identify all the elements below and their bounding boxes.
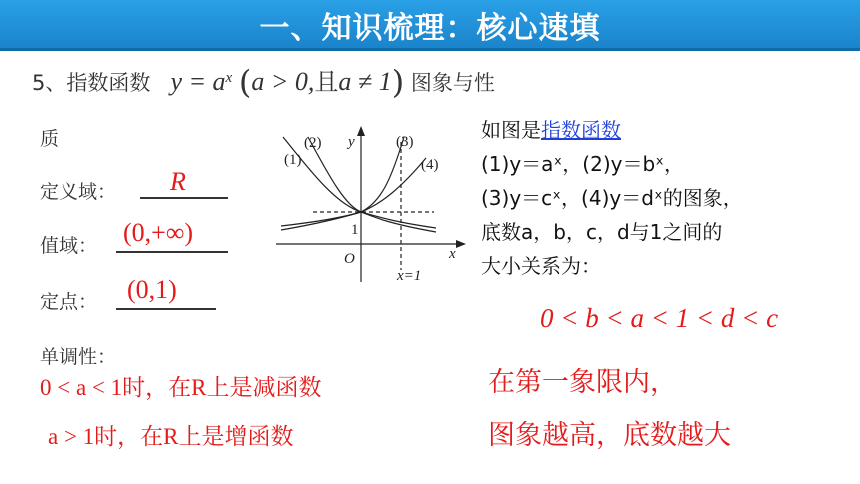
fixed-point-label: 定点： (40, 291, 98, 313)
fixed-point-blank (116, 308, 216, 310)
monotonic-case-2: a > 1时，在R上是增函数 (48, 424, 294, 449)
monotonic-case-1: 0 < a < 1时，在R上是减函数 (40, 375, 322, 400)
formula-cond-a: a > 0, (251, 67, 315, 96)
question-line-2: (1)y＝aˣ，(2)y＝bˣ， (481, 152, 685, 176)
formula-cond-b: 且 (314, 68, 339, 96)
heading-prefix: 5、指数函数 (32, 71, 151, 95)
curve-label-4: (4) (421, 157, 439, 173)
section-heading: 5、指数函数 $y = a^x$ (a > 0,且a ≠ 1) 图象与性 (32, 63, 495, 101)
formula-cond-c: a ≠ 1 (338, 67, 392, 96)
curve-2 (308, 137, 436, 232)
question-line-5: 大小关系为： (481, 254, 601, 278)
curve-label-2: (2) (304, 135, 322, 151)
formula-func: y = a (170, 67, 226, 96)
curve-label-3: (3) (396, 134, 414, 150)
range-label: 值域： (40, 235, 98, 257)
origin-label: O (344, 251, 355, 267)
exponential-function-link[interactable]: 指数函数 (541, 118, 621, 142)
answer-note-2: 图象越高，底数越大 (488, 420, 731, 451)
range-value: (0,+∞) (123, 218, 194, 247)
monotonic-label: 单调性： (40, 346, 117, 368)
range-blank (116, 251, 228, 253)
heading-suffix: 图象与性 (410, 71, 495, 95)
banner-title: 一、知识梳理：核心速填 (259, 11, 601, 46)
one-label: 1 (351, 222, 359, 238)
x-axis-arrow (456, 240, 466, 248)
x-equals-1-label: x=1 (397, 268, 422, 284)
fixed-point-value: (0,1) (127, 275, 177, 304)
curve-label-1: (1) (284, 152, 302, 168)
domain-blank (140, 197, 228, 199)
domain-value: R (170, 167, 186, 196)
title-banner (0, 0, 860, 51)
question-line-1 (481, 113, 621, 147)
formula-exp: x (225, 70, 233, 86)
x-axis-label: x (449, 246, 456, 262)
exponential-graph (276, 120, 468, 285)
heading-suffix-2: 质 (40, 128, 60, 150)
question-line-1-prefix: 如图是 (481, 118, 541, 142)
y-axis-arrow (357, 126, 365, 136)
question-line-4: 底数a，b，c，d与1之间的 (481, 220, 723, 244)
answer-relation: 0 < b < a < 1 < d < c (540, 303, 779, 333)
y-axis-label: y (348, 134, 355, 150)
answer-note-1: 在第一象限内， (488, 367, 677, 398)
domain-label: 定义域： (40, 181, 117, 203)
question-line-3: (3)y＝cˣ，(4)y＝dˣ的图象， (481, 186, 743, 210)
curve-4 (281, 158, 426, 226)
